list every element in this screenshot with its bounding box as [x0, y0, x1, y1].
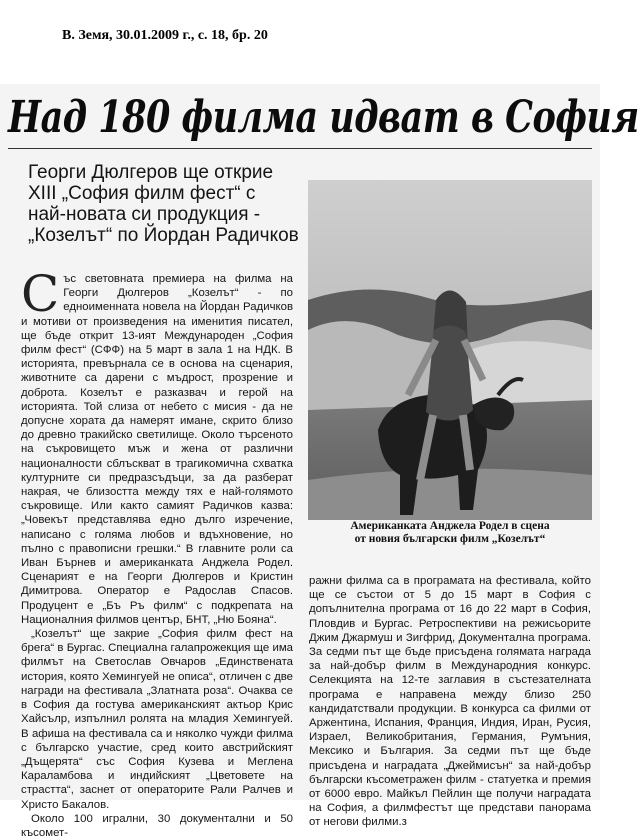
drop-cap: С: [21, 265, 60, 323]
article-paragraph: „Козелът“ ще закрие „София филм фест на брега“ в Бургас. Специална галапрожекция ще има филмът на Светослав Овчаров „Единствената история, която Хемингуей не описа“, отличен с две награди на фестивала „Златната роза“. Очаква се в София да гостува американският актьор Крис Хайсълр, изпълнил ролята на младия Хемингуей. В афиша на фестивала са и няколко чужди филма с българско участие, сред които австрийският „Дъщерята“ със София Кузева и Меглена Караламбова и индийският „Цветовете на страстта“, заснет от операторите Рали Ралчев и Христо Бакалов.: [21, 628, 293, 811]
newspaper-clipping: [0, 84, 639, 839]
article-column-left: [21, 265, 293, 840]
source-citation: В. Земя, 30.01.2009 г., с. 18, бр. 20: [62, 28, 268, 43]
photo-caption: [308, 520, 592, 546]
subhead-line: XIII „София филм фест“ с: [28, 183, 256, 204]
subhead-line: най-новата си продукция -: [28, 204, 261, 225]
article-column-right: [309, 574, 591, 830]
article-subheadline: [28, 162, 300, 246]
subhead-line: Георги Дюлгеров ще открие: [28, 162, 274, 183]
caption-line: Американката Анджела Родел в сцена: [350, 520, 550, 532]
photo-woman-riding-goat-icon: [308, 180, 592, 520]
subhead-line: „Козелът“ по Йордан Радичков: [28, 225, 299, 246]
article-paragraph: Около 100 игрални, 30 документални и 50 късомет-: [21, 812, 293, 839]
article-photo: [308, 180, 592, 520]
caption-line: от новия български филм „Козелът“: [354, 533, 546, 545]
article-paragraph: ражни филма са в програмата на фестивала, който ще се състои от 5 до 15 март в София с допълнителна програма от 16 до 22 март в София, Пловдив и Бургас. Ретроспективи на режисьорите Джим Джармуш и Зигфрид, Документална програма. За седми път ще бъде присъдена голямата награда за най-добър филм в Международния конкурс. Селекцията на 12-те заглавия в състезателната програма е направена между близо 250 кандидатствали продукции. В конкурса са филми от Аржентина, Испания, Франция, Индия, Иран, Русия, Израел, Великобритания, Германия, Румъния, Мексико и България. За седми път ще бъде присъдена и наградата „Джеймисън“ за най-добър български късометражен филм - статуетка и премия от 6000 евро. Майкъл Пейлин ще получи наградата на София, а филмфестът ще представи панорама от негови филми.з: [309, 575, 591, 829]
headline-rule: [8, 148, 592, 149]
paragraph-text: ъс световната премиера на филма на Георги Дюлгеров „Козелът“ - по едноименната новела на Йордан Радичков и мотиви от произведения на именития писател, ще бъде открит 13-ият Международен „София филм фест“ (СФФ) на 5 март в зала 1 на НДК. В историята, превърнала се в основа на сценария, животните са дарени с мъдрост, прозрение и доброта. Козелът е разказвач и герой на историята. Той слиза от небето с мисия - да не допусне хората да намерят имане, скрито близо до древно тракийско светилище. Около търсеното на съкровището мъж и жена от различни националности сблъскват в трагикомична схватка културните си предразсъдъци, за да разберат накрая, че близостта между тях е най-голямото съкровище. Или както самият Радичков казва: „Човекът представлява едно дълго изречение, написано с голяма любов и вдъхновение, но пълно с правописни грешки.“ В главните роли са Иван Бърнев и американката Анджела Родел. Сценарият е на Георги Дюлгеров и Кристин Димитрова. Оператор е Радослав Спасов. Продуцент е „Бъ Ръ филм“ с подкрепата на Националния филмов център, БНТ, „Ню Бояна“.: [21, 273, 293, 626]
article-headline: Над 180 филма идват в София: [8, 92, 639, 144]
article-paragraph: [21, 265, 293, 627]
